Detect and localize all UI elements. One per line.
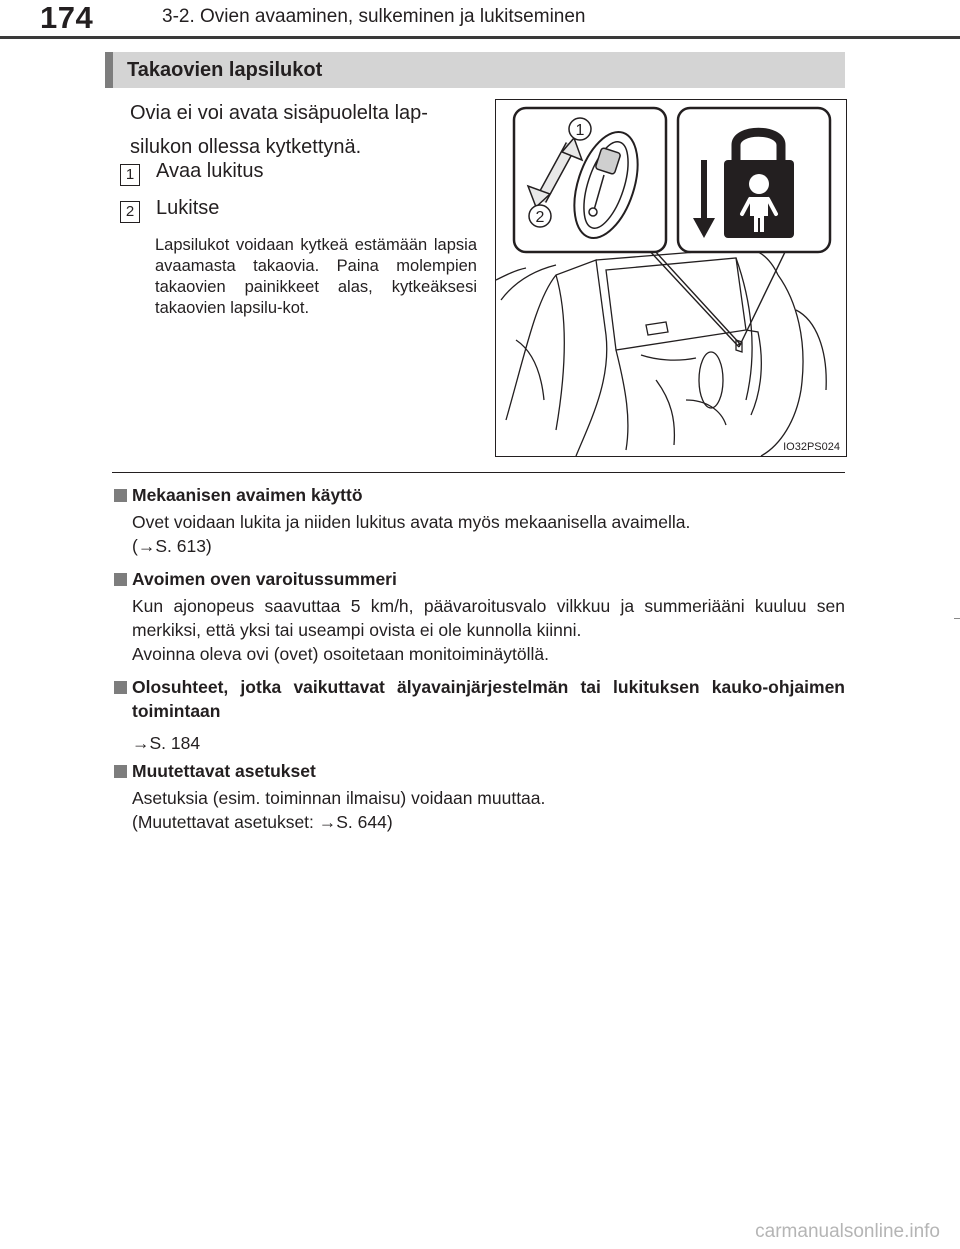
info-customizable-settings [112,759,845,834]
page-number: 174 [40,0,94,35]
info-body: Kun ajonopeus saavuttaa 5 km/h, päävaroitusvalo vilkkuu ja summeriääni kuuluu sen merkiksi, että yksi tai useampi ovista ei ole kunnolla kiinni. Avoinna oleva ovi (ovet) osoitetaan monitoiminäytöllä. [132,596,845,664]
info-body: Asetuksia (esim. toiminnan ilmaisu) voidaan muuttaa. (Muutettavat asetukset: →S. 644) [132,788,546,832]
bullet-square-icon [114,573,127,586]
info-heading: Avoimen oven varoitussummeri [112,567,845,591]
section-title-accent [105,52,113,88]
car-rear-door-icon [496,248,826,456]
section-divider [112,472,845,473]
note-text: Lapsilukot voidaan kytkeä estämään lapsia avaamasta takaovia. Paina molempien takaovien painikkeet alas, kytkeäksesi takaovien lapsilu-kot. [155,236,477,317]
callout-1: 1 [575,122,585,139]
child-lock-figure [495,99,847,457]
info-heading: Mekaanisen avaimen käyttö [112,483,845,507]
info-smart-key-conditions [112,675,845,755]
callout-2: 2 [535,209,545,226]
page-header [0,0,960,40]
chapter-title: 3-2. Ovien avaaminen, sulkeminen ja lukitseminen [162,6,586,27]
section-title: Takaovien lapsilukot [127,59,323,81]
step-badge-1: 1 [120,164,140,186]
bullet-square-icon [114,681,127,694]
info-heading: Muutettavat asetukset [112,759,845,783]
info-body: Ovet voidaan lukita ja niiden lukitus avata myös mekaanisella avaimella. (→S. 613) [132,512,691,556]
step-label-unlock: Avaa lukitus [156,160,264,182]
child-lock-illustration [496,100,846,456]
info-heading: Olosuhteet, jotka vaikuttavat älyavainjärjestelmän tai lukituksen kauko-ohjaimen toimintaan [112,675,845,723]
child-lock-switch-icon [514,108,666,252]
figure-code: IO32PS024 [783,441,840,453]
step-badge-2: 2 [120,201,140,223]
bullet-square-icon [114,765,127,778]
watermark: carmanualsonline.info [755,1221,940,1242]
info-mechanical-key [112,483,845,558]
info-door-open-buzzer [112,567,845,666]
intro-text: Ovia ei voi avata sisäpuolelta lap-silukon ollessa kytkettynä. [130,102,428,158]
edge-mark [954,618,960,619]
bullet-square-icon [114,489,127,502]
step-label-lock: Lukitse [156,197,220,219]
info-body: →S. 184 [132,733,201,753]
section-title-bar [105,52,845,88]
header-divider [0,36,960,39]
